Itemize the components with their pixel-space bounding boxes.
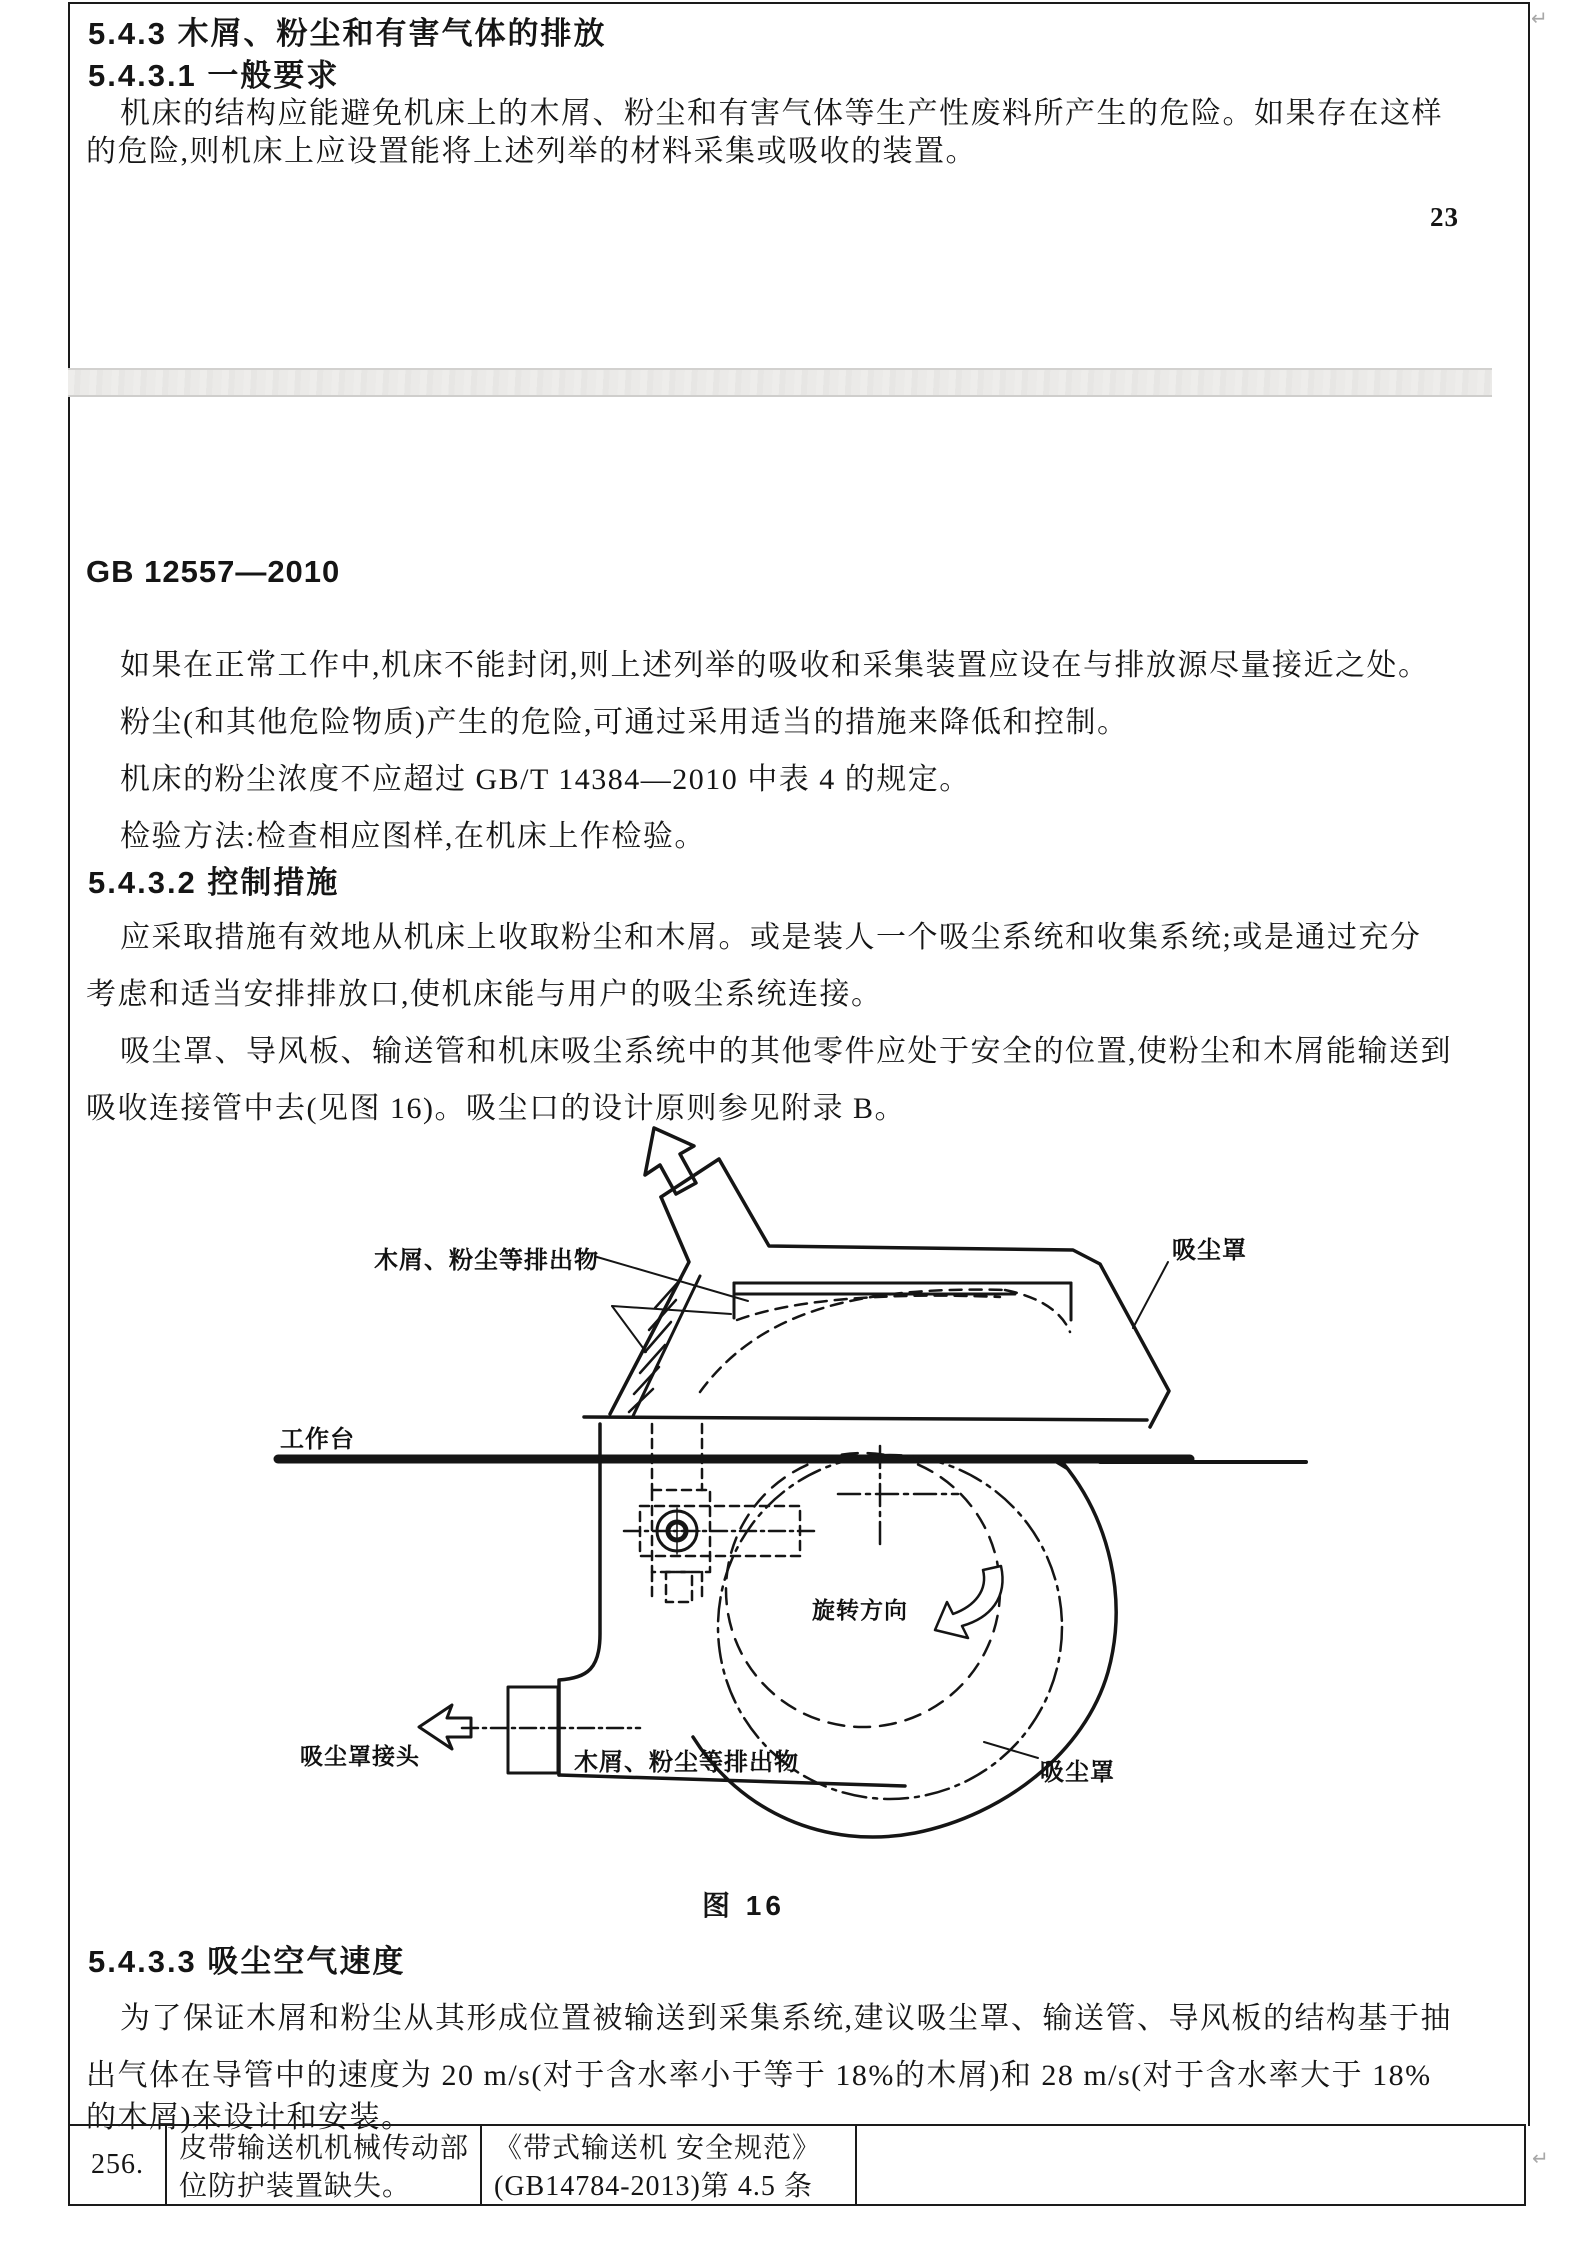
label-rotation: 旋转方向	[812, 1597, 908, 1623]
paragraph-line: 的木屑)来设计和安装。	[86, 2101, 413, 2134]
basis-line: 《带式输送机 安全规范》	[494, 2133, 822, 2164]
paragraph-line: 吸尘罩、导风板、输送管和机床吸尘系统中的其他零件应处于安全的位置,使粉尘和木屑能输送到	[120, 1035, 1452, 1068]
defect-description-cell	[167, 2126, 482, 2204]
page-number: 23	[1430, 202, 1459, 232]
defect-line: 皮带输送机机械传动部	[179, 2133, 470, 2164]
paragraph-line: 粉尘(和其他危险物质)产生的危险,可通过采用适当的措施来降低和控制。	[120, 706, 1129, 739]
paragraph-line: 的危险,则机床上应设置能将上述列举的材料采集或吸收的装置。	[86, 135, 977, 168]
standard-code: GB 12557—2010	[86, 554, 341, 589]
basis-line: (GB14784-2013)第 4.5 条	[494, 2171, 813, 2202]
figure-16-diagram	[260, 1090, 1530, 1890]
defect-line: 位防护装置缺失。	[179, 2171, 412, 2202]
hood-dashed-curves	[700, 1290, 1070, 1392]
tool-assembly-dashed	[640, 1424, 800, 1602]
paragraph-line: 应采取措施有效地从机床上收取粉尘和木屑。或是装人一个吸尘系统和收集系统;或是通过充分	[120, 921, 1422, 954]
paragraph-line: 吸收连接管中去(见图 16)。吸尘口的设计原则参见附录 B。	[86, 1092, 906, 1125]
label-chips-top: 木屑、粉尘等排出物	[374, 1247, 599, 1274]
checklist-table-row	[68, 2124, 1526, 2206]
standard-basis-cell	[482, 2126, 857, 2204]
label-chips-bottom: 木屑、粉尘等排出物	[574, 1749, 799, 1776]
figure-caption: 图 16	[702, 1890, 785, 1921]
paragraph-mark-icon: ↵	[1532, 2146, 1549, 2170]
hood-inner-slot	[734, 1283, 1071, 1320]
paragraph-line: 出气体在导管中的速度为 20 m/s(对于含水率小于等于 18%的木屑)和 28 m/s(对于含水率大于 18%	[86, 2059, 1432, 2092]
label-connector: 吸尘罩接头	[300, 1743, 420, 1769]
hood-bottom-edge	[584, 1417, 1147, 1420]
paragraph-mark-icon: ↵	[1531, 6, 1548, 30]
heading-5-4-3: 5.4.3 木屑、粉尘和有害气体的排放	[88, 16, 607, 51]
paragraph-line: 如果在正常工作中,机床不能封闭,则上述列举的吸收和采集装置应设在与排放源尽量接近之处。	[120, 649, 1430, 682]
leader-lines	[597, 1257, 1168, 1758]
wedge-hatching	[629, 1279, 681, 1412]
heading-5-4-3-1: 5.4.3.1 一般要求	[88, 58, 340, 93]
scan-separator-bar	[68, 368, 1492, 397]
empty-cell	[857, 2126, 1524, 2204]
label-hood-bottom: 吸尘罩	[1040, 1759, 1115, 1786]
row-number: 256.	[91, 2149, 144, 2180]
rotation-arrow-icon	[935, 1566, 1003, 1638]
spindle-cross	[654, 1508, 700, 1554]
machine-column	[559, 1424, 600, 1775]
label-worktable: 工作台	[280, 1426, 355, 1453]
heading-5-4-3-3: 5.4.3.3 吸尘空气速度	[88, 1944, 406, 1979]
paragraph-line: 机床的结构应能避免机床上的木屑、粉尘和有害气体等生产性废料所产生的危险。如果存在这样	[120, 97, 1443, 130]
paragraph-line: 为了保证木屑和粉尘从其形成位置被输送到采集系统,建议吸尘罩、输送管、导风板的结构基于抽	[120, 2002, 1452, 2035]
paragraph-line: 检验方法:检查相应图样,在机床上作检验。	[120, 820, 706, 853]
exhaust-arrow-icon	[645, 1128, 696, 1194]
connector-rect	[508, 1687, 558, 1773]
label-hood-top: 吸尘罩	[1172, 1237, 1247, 1264]
paragraph-line: 机床的粉尘浓度不应超过 GB/T 14384—2010 中表 4 的规定。	[120, 763, 971, 796]
heading-5-4-3-2: 5.4.3.2 控制措施	[88, 865, 340, 900]
row-number-cell	[70, 2126, 167, 2204]
paragraph-line: 考虑和适当安排排放口,使机床能与用户的吸尘系统连接。	[86, 978, 883, 1011]
